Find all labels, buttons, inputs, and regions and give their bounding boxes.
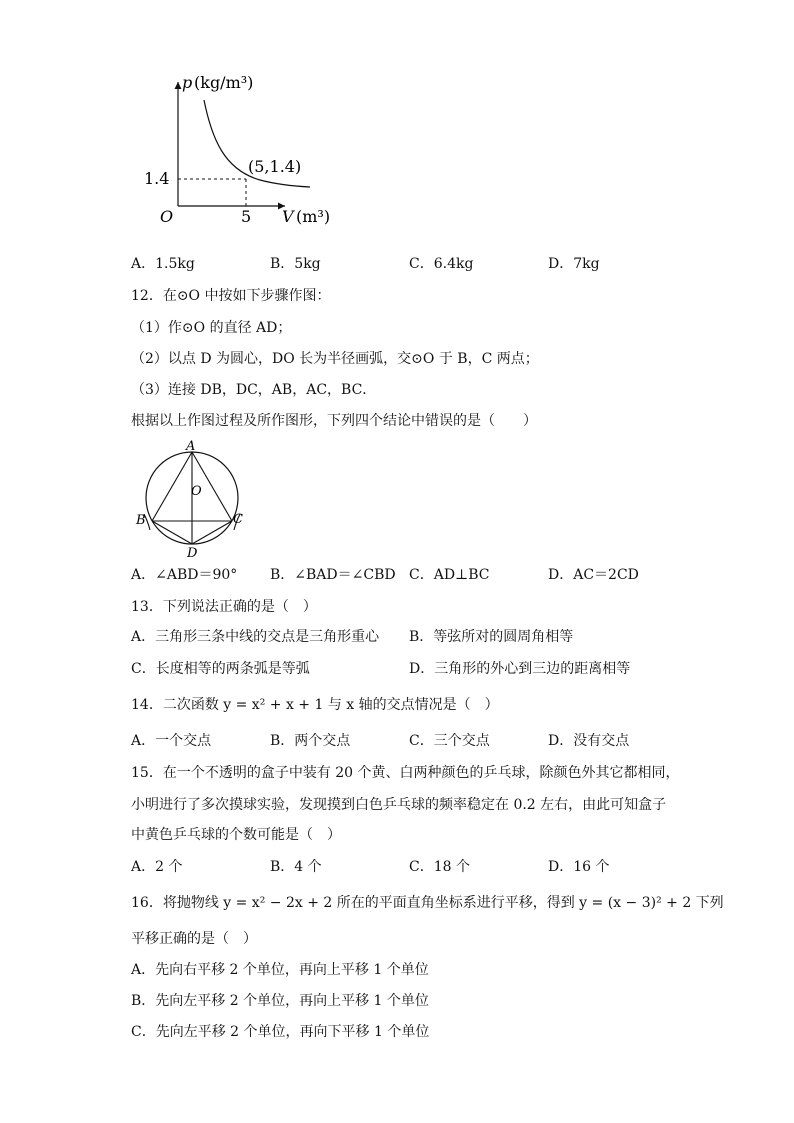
q15-option-d: D．16 个 [548,859,610,875]
q11-option-b: B．5kg [270,256,321,272]
q12-step-2: （2）以点 D 为圆心，DO 长为半径画弧，交⊙O 于 B，C 两点； [131,351,539,367]
label-o: O [191,484,202,499]
q12-question: 根据以上作图过程及所作图形，下列四个结论中错误的是（ ） [131,413,537,429]
q15-option-c: C．18 个 [409,859,470,875]
q12-option-d: D．AC＝2CD [548,567,639,583]
q14-stem: 14．二次函数 y = x² + x + 1 与 x 轴的交点情况是（ ） [131,697,499,713]
circle-construction-figure [130,438,250,558]
q16-line-1: 16．将抛物线 y = x² − 2x + 2 所在的平面直角坐标系进行平移，得到 y = (x − 3)² + 2 下列 [131,895,724,911]
segment-dc [192,521,232,544]
q14-option-d: D．没有交点 [548,733,630,749]
segment-db [152,521,192,544]
q12-step-1: （1）作⊙O 的直径 AD； [131,320,292,336]
y-tick-label: 1.4 [144,169,170,188]
q12-option-c: C．AD⊥BC [409,567,490,583]
q16-line-2: 平移正确的是（ ） [131,931,257,947]
q15-option-a: A．2 个 [131,859,183,875]
q16-option-a: A．先向右平移 2 个单位，再向上平移 1 个单位 [131,962,429,978]
q13-option-c: C．长度相等的两条弧是等弧 [131,661,310,677]
q15-line-2: 小明进行了多次摸球实验，发现摸到白色乒乓球的频率稳定在 0.2 左右，由此可知盒子 [131,797,667,813]
q12-option-a: A．∠ABD＝90° [131,567,238,583]
label-a: A [186,439,196,454]
q12-stem: 12．在⊙O 中按如下步骤作图： [131,288,331,304]
q15-option-b: B．4 个 [270,859,322,875]
q11-option-c: C．6.4kg [409,256,474,272]
y-axis-label: p [182,73,193,92]
q13-stem: 13．下列说法正确的是（ ） [131,599,317,615]
density-volume-graph [140,60,350,230]
q11-option-d: D．7kg [548,256,600,272]
point-label: (5,1.4) [248,157,302,176]
q12-step-3: （3）连接 DB，DC，AB，AC，BC． [131,382,377,398]
q14-option-a: A．一个交点 [131,733,212,749]
q13-option-d: D．三角形的外心到三边的距离相等 [409,661,631,677]
q14-option-b: B．两个交点 [270,733,351,749]
q16-option-b: B．先向左平移 2 个单位，再向上平移 1 个单位 [131,993,429,1009]
label-d: D [187,546,198,558]
x-unit: (m³) [296,207,331,226]
q11-option-a: A．1.5kg [131,256,195,272]
origin-label: O [160,207,174,226]
x-axis-label: V [282,207,294,226]
x-tick-label: 5 [241,207,252,226]
q14-option-c: C．三个交点 [409,733,490,749]
q16-option-c: C．先向左平移 2 个单位，再向下平移 1 个单位 [131,1024,430,1040]
q15-line-1: 15．在一个不透明的盒子中装有 20 个黄、白两种颜色的乒乓球，除颜色外其它都相同， [131,765,680,781]
q15-line-3: 中黄色乒乓球的个数可能是（ ） [131,827,341,843]
q12-option-b: B．∠BAD＝∠CBD [270,567,396,583]
label-b: B [136,513,146,528]
label-c: C [233,512,243,527]
segment-ab [152,452,192,521]
q13-option-b: B．等弦所对的圆周角相等 [409,629,574,645]
q13-option-a: A．三角形三条中线的交点是三角形重心 [131,629,380,645]
y-unit: (kg/m³) [194,73,254,92]
